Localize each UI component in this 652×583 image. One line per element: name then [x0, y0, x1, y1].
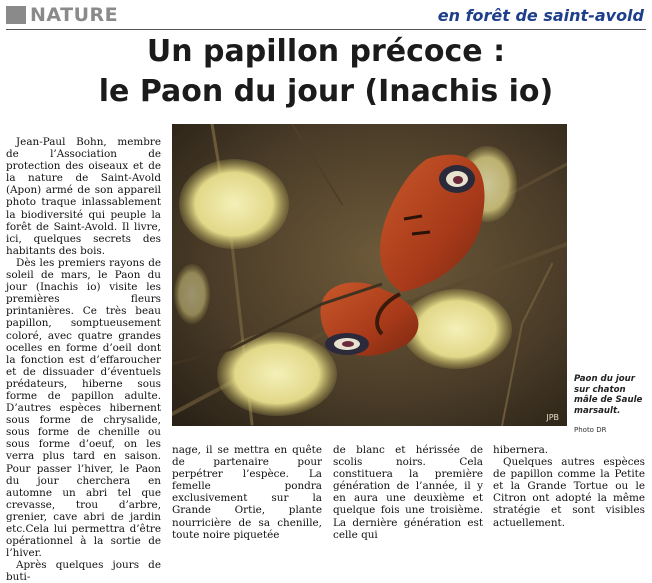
- body-paragraph: hibernera.: [493, 444, 549, 456]
- header-rule: [6, 29, 646, 30]
- section-rubric: [6, 4, 118, 26]
- body-paragraph: de blanc et hérissée de scolis noirs. Cela constituera la première génération de l’année, il y en aura une deuxième et quelque fois une troisième. La dernière génération est celle qui: [333, 444, 483, 541]
- intro-paragraph: Jean-Paul Bohn, membre de l’Association de protection des oiseaux et de la nature de Saint-Avold (Apon) armé de son appareil photo traque inlassablement la biodiversité qui peuple la forêt de Saint-Avold. Il livre, ici, quelques secrets des habitants des bois.: [6, 136, 161, 257]
- body-paragraph: Après quelques jours de buti-: [6, 559, 161, 583]
- rubric-label: NATURE: [30, 4, 119, 26]
- headline-line1: Un papillon précoce :: [146, 34, 506, 69]
- article-photo: [172, 124, 567, 426]
- article-column-4: [493, 444, 645, 529]
- body-paragraph: Dès les premiers rayons de soleil de mars, le Paon du jour (Inachis io) visite les premières fleurs printanières. Ce très beau papillon, somptueusement coloré, avec quatre grandes ocelles en forme d’oeil dont la fonction est d’effaroucher et de dissuader d’éventuels prédateurs, hiberne sous forme de papillon adulte. D’autres espèces hibernent sous forme de chrysalide, sous forme de chenille ou sous forme d’oeuf, on les verra plus tard en saison. Pour passer l’hiver, le Paon du jour cherchera en automne un abri tel que crevasse, trou d’arbre, grenier, cave abri de jardin etc.Cela lui permettra d’être opérationnel à la sortie de l’hiver.: [6, 256, 161, 560]
- location-label: en forêt de saint-avold: [437, 6, 644, 25]
- headline-line2: le Paon du jour (Inachis io): [98, 74, 554, 109]
- article-column-1: [6, 136, 161, 583]
- body-paragraph: nage, il se mettra en quête de partenaire pour perpétrer l’espèce. La femelle pondra exclusivement sur la Grande Ortie, plante nourricière de sa chenille, toute noire piquetée: [172, 444, 322, 541]
- article-column-3: [333, 444, 483, 541]
- photo-caption: Paon du jour sur chaton mâle de Saule marsault.: [574, 374, 643, 416]
- article-column-2: [172, 444, 322, 541]
- photo-credit-initials: JPB: [546, 413, 559, 422]
- headline: [0, 32, 652, 112]
- photo-credit: Photo DR: [574, 426, 607, 434]
- rubric-square-icon: [6, 6, 26, 24]
- butterfly-photo-illustration: [172, 124, 567, 426]
- body-paragraph: Quelques autres espèces de papillon comme la Petite et la Grande Tortue ou le Citron ont adopté la même stratégie et sont visibles actuellement.: [493, 456, 645, 529]
